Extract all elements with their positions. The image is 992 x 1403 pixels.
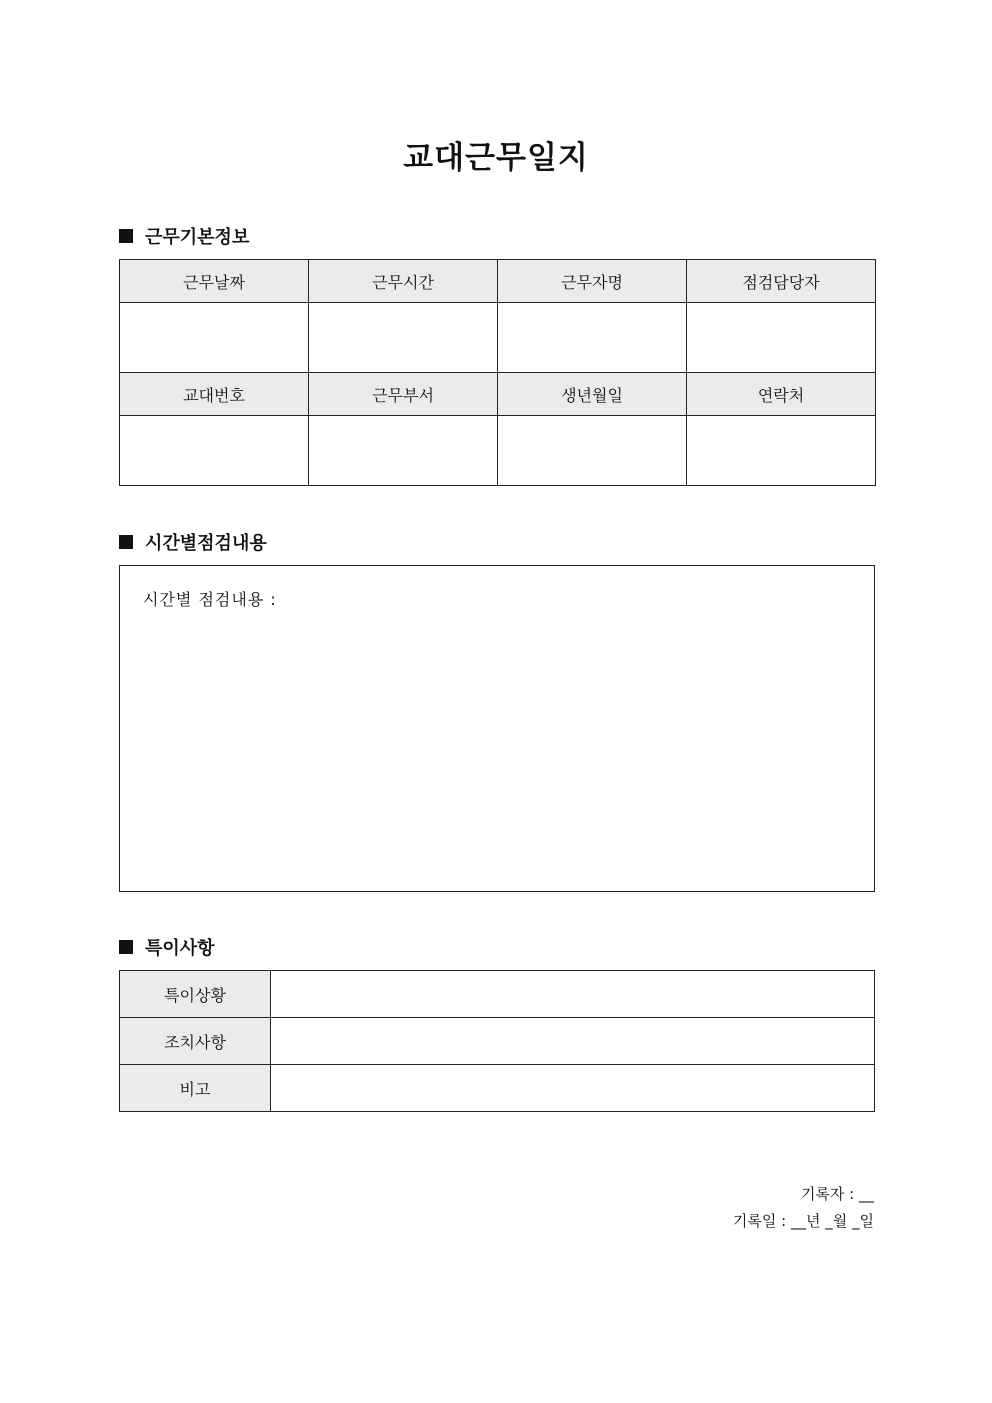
cell-action-taken[interactable] xyxy=(271,1018,875,1065)
cell-birth-date[interactable] xyxy=(498,416,687,486)
section-heading-special xyxy=(119,934,215,960)
square-bullet-icon xyxy=(119,940,133,954)
header-department: 근무부서 xyxy=(309,373,498,416)
cell-contact[interactable] xyxy=(687,416,876,486)
recorder-line: 기록자 : __ xyxy=(800,1185,874,1203)
header-shift-number: 교대번호 xyxy=(120,373,309,416)
header-birth-date: 생년월일 xyxy=(498,373,687,416)
section-heading-check xyxy=(119,529,267,555)
section-heading-text: 특이사항 xyxy=(145,938,215,959)
header-inspector: 점검담당자 xyxy=(687,260,876,303)
hourly-check-box[interactable] xyxy=(119,565,875,892)
cell-work-time[interactable] xyxy=(309,303,498,373)
section-heading-basic xyxy=(119,223,249,249)
header-work-time: 근무시간 xyxy=(309,260,498,303)
cell-work-date[interactable] xyxy=(120,303,309,373)
section-heading-text: 시간별점검내용 xyxy=(145,533,267,554)
header-worker-name: 근무자명 xyxy=(498,260,687,303)
section-heading-text: 근무기본정보 xyxy=(145,227,250,248)
header-special-situation: 특이상황 xyxy=(120,971,271,1018)
basic-info-table xyxy=(119,259,876,486)
hourly-check-label: 시간별 점검내용 : xyxy=(143,590,277,609)
header-work-date: 근무날짜 xyxy=(120,260,309,303)
square-bullet-icon xyxy=(119,535,133,549)
square-bullet-icon xyxy=(119,229,133,243)
record-date-line: 기록일 : __년 _월 _일 xyxy=(732,1212,874,1230)
cell-special-situation[interactable] xyxy=(271,971,875,1018)
header-action-taken: 조치사항 xyxy=(120,1018,271,1065)
page-title: 교대근무일지 xyxy=(403,140,589,176)
cell-remarks[interactable] xyxy=(271,1065,875,1112)
header-remarks: 비고 xyxy=(120,1065,271,1112)
special-notes-table xyxy=(119,970,875,1112)
cell-inspector[interactable] xyxy=(687,303,876,373)
header-contact: 연락처 xyxy=(687,373,876,416)
cell-shift-number[interactable] xyxy=(120,416,309,486)
cell-worker-name[interactable] xyxy=(498,303,687,373)
cell-department[interactable] xyxy=(309,416,498,486)
